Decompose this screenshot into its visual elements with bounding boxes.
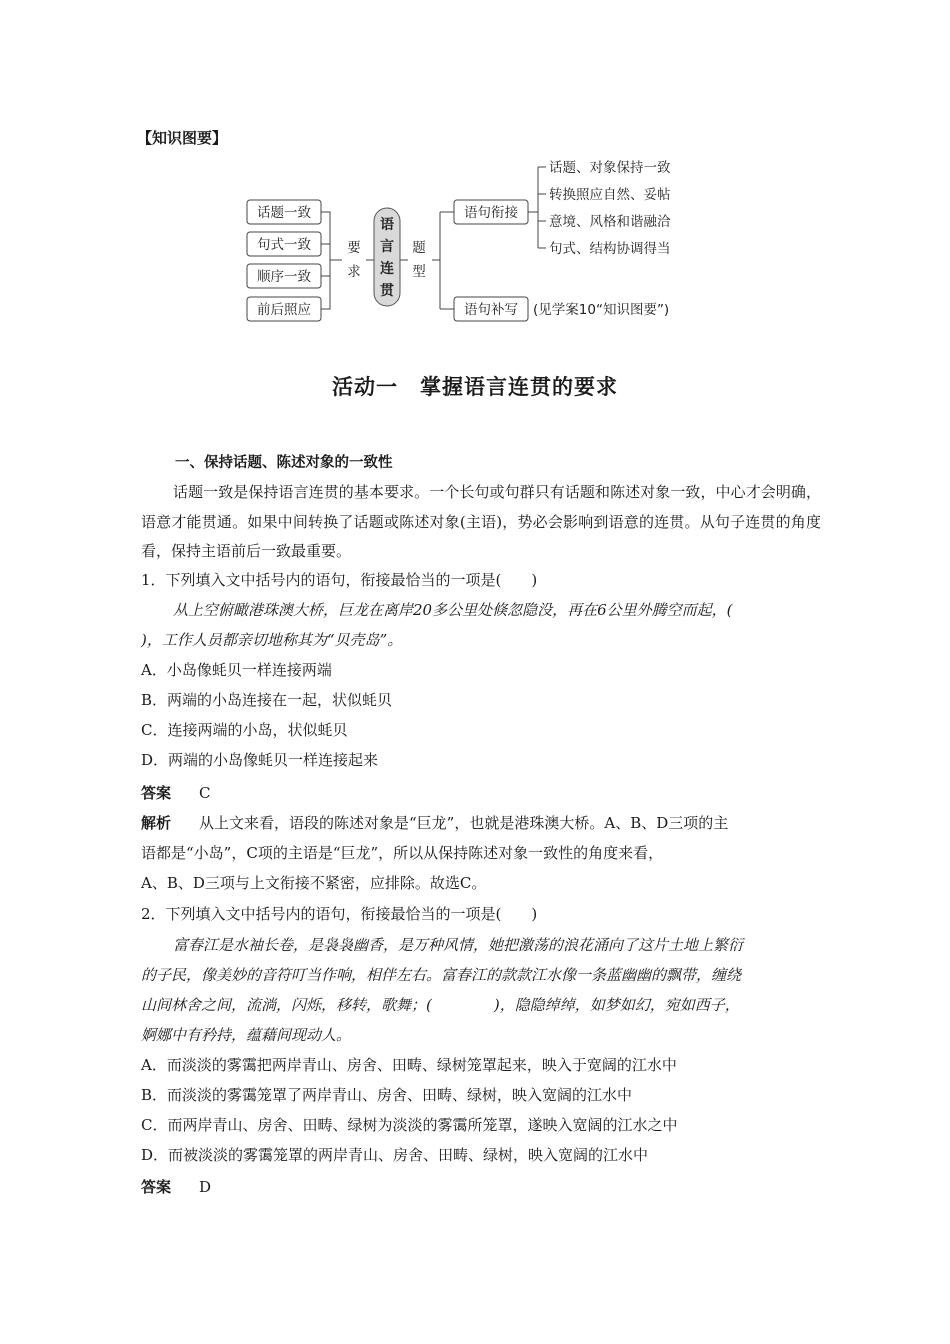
q1-option-c: C．连接两端的小岛，状似蚝贝 [141, 721, 348, 739]
q2-passage-line-1: 富春江是水袖长卷，是袅袅幽香，是万种风情，她把激荡的浪花涌向了这片土地上繁衍 [173, 936, 744, 954]
q2-option-a: A．而淡淡的雾霭把两岸青山、房舍、田畴、绿树笼罩起来，映入于宽阔的江水中 [141, 1056, 677, 1074]
q1-option-a: A．小岛像蚝贝一样连接两端 [141, 661, 332, 679]
q2-stem: 2．下列填入文中括号内的语句，衔接最恰当的一项是( ) [141, 905, 538, 923]
q2-passage-line-4: 婀娜中有矜持，蕴藉间现动人。 [141, 1026, 352, 1044]
knowledge-map-label: 【知识图要】 [137, 129, 228, 147]
req-text-1: 话题一致 [257, 205, 311, 221]
req-text-3: 顺序一致 [257, 269, 311, 285]
q1-analysis-line-1 [141, 809, 728, 839]
q2-passage-line-2: 的子民，像美妙的音符叮当作响，相伴左右。富春江的款款江水像一条蓝幽幽的飘带，缠绕 [141, 966, 742, 984]
q1-analysis-label: 解析 [141, 814, 172, 832]
center-char-3: 连 [380, 261, 394, 277]
q2-option-c: C．而两岸青山、房舍、田畴、绿树为淡淡的雾霭所笼罩，遂映入宽阔的江水之中 [141, 1116, 678, 1134]
q1-passage-line-1: 从上空俯瞰港珠澳大桥，巨龙在离岸20多公里处倏忽隐没，再在6公里外腾空而起，( [173, 601, 733, 619]
type-note: (见学案10“知识图要”) [533, 302, 670, 318]
q2-passage-line-3 [141, 991, 740, 1021]
q1-stem: 1．下列填入文中括号内的语句，衔接最恰当的一项是( ) [141, 571, 538, 589]
req-text-4: 前后照应 [257, 302, 311, 318]
q1-answer-label: 答案 [141, 784, 172, 802]
q2-answer-value: D [199, 1178, 212, 1196]
sub-text-4: 句式、结构协调得当 [549, 241, 671, 257]
q1-analysis-text-1: 从上文来看，语段的陈述对象是“巨龙”，也就是港珠澳大桥。A、B、D三项的主 [199, 814, 729, 832]
q1-answer [141, 779, 211, 809]
q1-analysis-line-2: 语都是“小岛”，C项的主语是“巨龙”，所以从保持陈述对象一致性的角度来看， [141, 844, 664, 862]
q2-answer-label: 答案 [141, 1178, 172, 1196]
q2-passage-line-3a: 山间林舍之间，流淌，闪烁，移转，歌舞；( [141, 996, 432, 1014]
left-label-1: 要 [347, 240, 361, 256]
type-text-1: 语句衔接 [464, 205, 518, 221]
sub-text-1: 话题、对象保持一致 [549, 160, 671, 176]
left-label-2: 求 [347, 264, 361, 280]
section-heading: 一、保持话题、陈述对象的一致性 [175, 454, 393, 471]
right-label-1: 题 [412, 240, 426, 256]
q1-option-b: B．两端的小岛连接在一起，状似蚝贝 [141, 691, 393, 709]
q2-answer [141, 1173, 211, 1203]
type-text-2: 语句补写 [464, 302, 518, 318]
sub-text-3: 意境、风格和谐融洽 [549, 214, 671, 230]
activity-title: 活动一 掌握语言连贯的要求 [332, 374, 618, 399]
q1-option-d: D．两端的小岛像蚝贝一样连接起来 [141, 751, 379, 769]
center-char-2: 言 [380, 239, 394, 255]
center-char-4: 贯 [380, 283, 394, 299]
section-paragraph: 话题一致是保持语言连贯的基本要求。一个长句或句群只有话题和陈述对象一致，中心才会明确，语意才能贯通。如果中间转换了话题或陈述对象(主语)，势必会影响到语意的连贯。从句子连贯的角度看，保持主语前后一致最重要。 [141, 483, 821, 560]
q1-analysis-line-3: A、B、D三项与上文衔接不紧密，应排除。故选C。 [141, 874, 487, 892]
center-char-1: 语 [380, 217, 394, 233]
right-label-2: 型 [412, 264, 426, 280]
q1-answer-value: C [199, 784, 211, 802]
q2-option-b: B．而淡淡的雾霭笼罩了两岸青山、房舍、田畴、绿树，映入宽阔的江水中 [141, 1086, 633, 1104]
sub-text-2: 转换照应自然、妥帖 [549, 187, 671, 203]
req-text-2: 句式一致 [257, 237, 311, 253]
q2-option-d: D．而被淡淡的雾霭笼罩的两岸青山、房舍、田畴、绿树，映入宽阔的江水中 [141, 1146, 649, 1164]
q1-passage-line-2: )，工作人员都亲切地称其为“贝壳岛”。 [141, 631, 403, 649]
q2-passage-line-3b: )，隐隐绰绰，如梦如幻，宛如西子， [493, 996, 740, 1014]
knowledge-map-diagram [0, 0, 950, 340]
